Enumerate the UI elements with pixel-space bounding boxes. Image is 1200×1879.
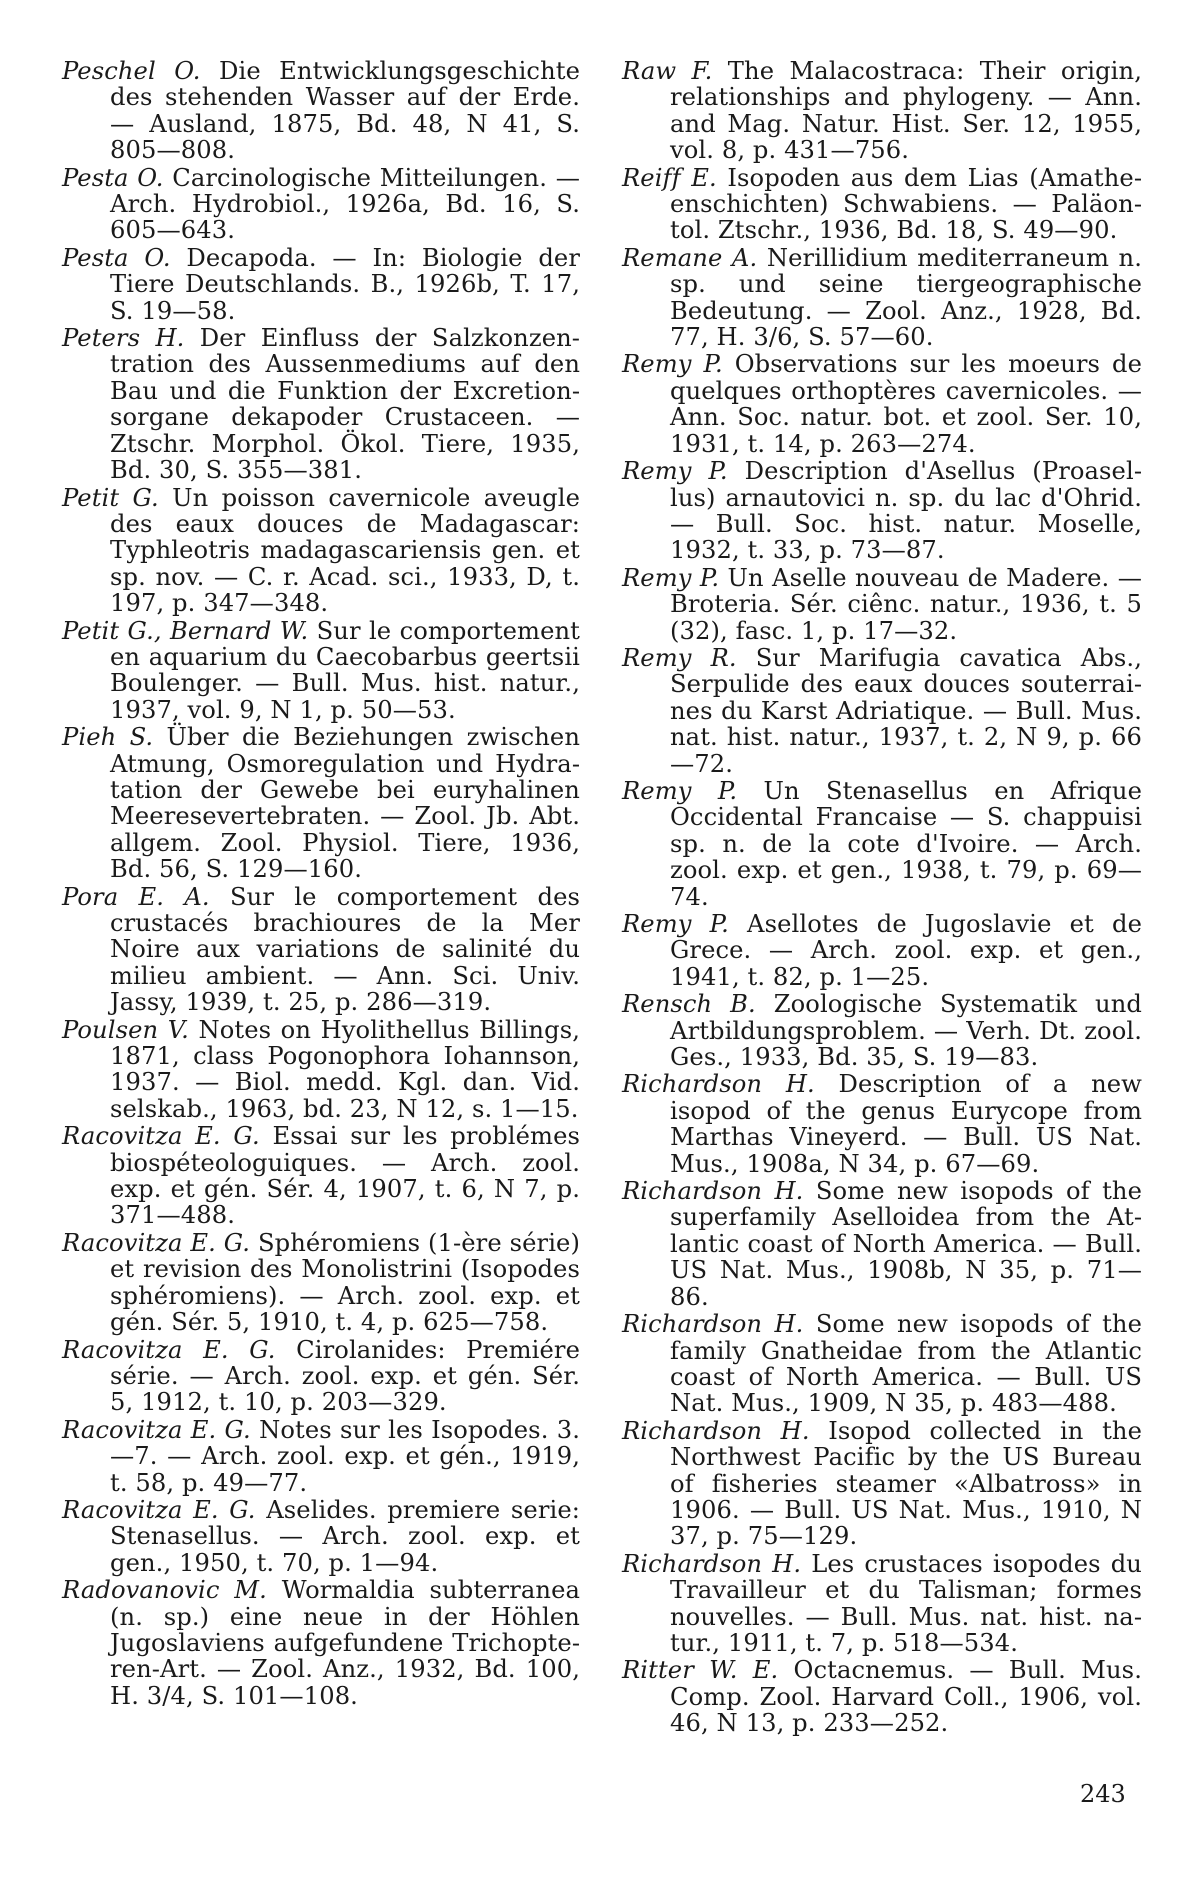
reference-entry xyxy=(622,645,1142,777)
reference-entry xyxy=(62,1417,580,1496)
reference-author: Poulsen V. xyxy=(62,1016,189,1044)
reference-text: Carcinologische Mitteilungen. — Arch. Hydrobiol., 1926a, Bd. 16, S. 605—643. xyxy=(110,164,580,245)
reference-author: Remy P. xyxy=(622,457,728,485)
reference-text: Sur le comportement en aquarium du Caecobarbus geertsii Boulenger. — Bull. Mus. hist. natur., 1937, vol. 9, N 1, p. 50—53. xyxy=(110,617,580,724)
reference-entry xyxy=(622,351,1142,457)
reference-author: Remy P. xyxy=(622,777,737,805)
reference-text: Un poisson cavernicole aveugle des eaux douces de Madagascar: Typhleotris madagascariensis gen. et sp. nov. — C. r. Acad. sci., 1933, D, t. 197, p. 347—348. xyxy=(110,484,580,618)
reference-author: Rensch B. xyxy=(622,990,756,1018)
reference-author: Remy P. xyxy=(622,564,719,592)
reference-text: Some new isopods of the family Gnatheidae from the Atlantic coast of North America. — Bull. US Nat. Mus., 1909, N 35, p. 483—488. xyxy=(670,1310,1142,1417)
reference-author: Racovitza E. G. xyxy=(62,1122,260,1150)
reference-text: Essai sur les problémes biospéteologuiques. — Arch. zool. exp. et gén. Sér. 4, 1907, t. 6, N 7, p. 371—488. xyxy=(110,1122,580,1229)
page-number: 243 xyxy=(1080,1780,1126,1808)
reference-text: Sphéromiens (1-ère série) et revision des Monolistrini (Isopodes sphéromiens). — Arch. zool. exp. et gén. Sér. 5, 1910, t. 4, p. 625—758. xyxy=(110,1229,580,1336)
right-column xyxy=(622,58,1142,1738)
reference-text: Notes on Hyolithellus Billings, 1871, class Pogonophora Iohannson, 1937. — Biol. medd. Kgl. dan. Vid. selskab., 1963, bd. 23, N 12, s. 1—15. xyxy=(110,1016,580,1123)
reference-entry xyxy=(62,1577,580,1709)
reference-entry xyxy=(622,991,1142,1070)
reference-text: Un Stenasellus en Afrique Occidental Francaise — S. chappuisi sp. n. de la cote d'Ivoire. — Arch. zool. exp. et gen., 1938, t. 79, p. 69—74. xyxy=(670,777,1142,911)
reference-entry xyxy=(622,165,1142,244)
reference-author: Pesta O. xyxy=(62,244,171,272)
reference-text: Observations sur les moeurs de quelques orthoptères cavernicoles. — Ann. Soc. natur. bot. et zool. Ser. 10, 1931, t. 14, p. 263—274. xyxy=(670,350,1142,457)
reference-text: Les crustaces isopodes du Travailleur et du Talisman; formes nouvelles. — Bull. Mus. nat. hist. na­tur., 1911, t. 7, p. 518—534. xyxy=(670,1550,1142,1657)
reference-text: Sur le comportement des crustacés brachioures de la Mer Noire aux variations de salinité du milieu ambient. — Ann. Sci. Univ. Jassy, 1939, t. 25, p. 286—319. xyxy=(110,883,580,1017)
reference-text: Cirolanides: Premiére série. — Arch. zool. exp. et gén. Sér. 5, 1912, t. 10, p. 203—329. xyxy=(110,1336,580,1417)
reference-author: Raw F. xyxy=(622,57,712,85)
reference-text: Asellotes de Jugoslavie et de Grece. — Arch. zool. exp. et gen., 1941, t. 82, p. 1—25. xyxy=(670,910,1142,991)
reference-entry xyxy=(622,245,1142,351)
reference-entry xyxy=(62,1123,580,1229)
reference-entry xyxy=(622,1311,1142,1417)
reference-text: Decapoda. — In: Biologie der Tiere Deutschlands. B., 1926b, T. 17, S. 19—58. xyxy=(110,244,580,325)
reference-author: Remy R. xyxy=(622,644,737,672)
reference-entry xyxy=(622,1178,1142,1310)
reference-entry xyxy=(62,58,580,164)
reference-author: Racovitza E. G. xyxy=(62,1416,251,1444)
reference-text: The Malacostraca: Their origin, relationships and phylogeny. — Ann. and Mag. Natur. Hist. Ser. 12, 1955, vol. 8, p. 431—756. xyxy=(670,57,1142,164)
reference-entry xyxy=(62,245,580,324)
reference-text: Notes sur les Isopodes. 3.—7. — Arch. zool. exp. et gén., 1919, t. 58, p. 49—77. xyxy=(110,1416,580,1497)
reference-entry xyxy=(622,58,1142,164)
reference-author: Richardson H. xyxy=(622,1070,815,1098)
reference-author: Remy P. xyxy=(622,910,729,938)
reference-author: Richardson H. xyxy=(622,1417,810,1445)
reference-text: Octacnemus. — Bull. Mus. Comp. Zool. Harvard Coll., 1906, vol. 46, N 13, p. 233—252. xyxy=(670,1656,1142,1737)
reference-text: Isopod collected in the Northwest Pacific by the US Bureau of fisheries steamer «Albatross» in 1906. — Bull. US Nat. Mus., 1910, N 37, p. 75—129. xyxy=(670,1417,1142,1551)
reference-entry xyxy=(622,1071,1142,1177)
reference-text: Nerillidium mediterraneum n. sp. und seine tiergeographische Bedeutung. — Zool. Anz., 1928, Bd. 77, H. 3/6, S. 57—60. xyxy=(670,244,1142,351)
reference-text: Die Entwicklungsgeschichte des stehenden Wasser auf der Erde. — Ausland, 1875, Bd. 48, N 41, S. 805—808. xyxy=(110,57,580,164)
reference-entry xyxy=(62,724,580,882)
reference-text: Isopoden aus dem Lias (Amathe­enschichten) Schwabiens. — Paläon­tol. Ztschr., 1936, Bd. 18, S. 49—90. xyxy=(670,164,1142,245)
reference-author: Pora E. A. xyxy=(62,883,210,911)
reference-author: Remane A. xyxy=(622,244,757,272)
reference-entry xyxy=(622,458,1142,564)
reference-author: Richardson H. xyxy=(622,1310,803,1338)
reference-author: Racovitza E. G. xyxy=(62,1229,250,1257)
reference-entry xyxy=(622,565,1142,644)
reference-entry xyxy=(622,1551,1142,1657)
reference-text: Aselides. premiere serie: Stenasellus. — Arch. zool. exp. et gen., 1950, t. 70, p. 1—94. xyxy=(110,1496,580,1577)
reference-entry xyxy=(622,911,1142,990)
reference-author: Racovitza E. G. xyxy=(62,1336,276,1364)
left-column xyxy=(62,58,580,1710)
reference-entry xyxy=(622,1657,1142,1736)
reference-author: Petit G., Bernard W. xyxy=(62,617,308,645)
reference-entry xyxy=(62,325,580,483)
reference-entry xyxy=(62,1497,580,1576)
reference-text: Un Aselle nouveau de Madere. — Broteria. Sér. ciênc. natur., 1936, t. 5 (32), fasc. 1, p. 17—32. xyxy=(670,564,1142,645)
reference-entry xyxy=(62,1230,580,1336)
reference-author: Richardson H. xyxy=(622,1550,801,1578)
reference-entry xyxy=(62,1017,580,1123)
reference-author: Pesta O. xyxy=(62,164,164,192)
reference-text: Zoologische Systematik und Artbildungsproblem. — Verh. Dt. zool. Ges., 1933, Bd. 35, S. 19—83. xyxy=(670,990,1142,1071)
reference-author: Remy P. xyxy=(622,350,723,378)
reference-author: Peschel O. xyxy=(62,57,201,85)
reference-author: Peters H. xyxy=(62,324,184,352)
bibliography-page xyxy=(0,0,1200,1879)
reference-entry xyxy=(62,884,580,1016)
reference-entry xyxy=(622,778,1142,910)
reference-entry xyxy=(62,618,580,724)
reference-entry xyxy=(62,1337,580,1416)
reference-text: Der Einfluss der Salzkonzen­tration des Aussenmediums auf den Bau und die Funktion der Excretion­sorgane dekapoder Crustaceen. — Ztschr. Morphol. Ökol. Tiere, 1935, Bd. 30, S. 355—381. xyxy=(110,324,580,484)
reference-author: Reiff E. xyxy=(622,164,717,192)
reference-text: Wormaldia subterranea (n. sp.) eine neue in der Höhlen Jugoslaviens aufgefundene Trichopte­ren-Art. — Zool. Anz., 1932, Bd. 100, H. 3/4, S. 101—108. xyxy=(110,1576,580,1710)
reference-author: Pieh S. xyxy=(62,723,153,751)
reference-author: Ritter W. E. xyxy=(622,1656,778,1684)
reference-text: Description d'Asellus (Proasel­lus) arnautovici n. sp. du lac d'Ohrid. — Bull. Soc. hist. natur. Moselle, 1932, t. 33, p. 73—87. xyxy=(670,457,1142,564)
reference-entry xyxy=(62,485,580,617)
reference-entry xyxy=(62,165,580,244)
reference-text: Some new isopods of the superfamily Aselloidea from the At­lantic coast of North America. — Bull. US Nat. Mus., 1908b, N 35, p. 71—86. xyxy=(670,1177,1142,1311)
reference-author: Richardson H. xyxy=(622,1177,803,1205)
reference-text: Description of a new isopod of the genus Eurycope from Marthas Vineyerd. — Bull. US Nat. Mus., 1908a, N 34, p. 67—69. xyxy=(670,1070,1142,1177)
reference-author: Racovitza E. G. xyxy=(62,1496,256,1524)
reference-text: Sur Marifugia cavatica Abs., Serpulide des eaux douces souterrai­nes du Karst Adriatique. — Bull. Mus. nat. hist. natur., 1937, t. 2, N 9, p. 66—72. xyxy=(670,644,1142,778)
reference-author: Petit G. xyxy=(62,484,159,512)
reference-author: Radovanovic M. xyxy=(62,1576,267,1604)
reference-text: Über die Beziehungen zwischen Atmung, Osmoregulation und Hydra­tation der Gewebe bei euryhalinen Meeresevertebraten. — Zool. Jb. Abt. allgem. Zool. Physiol. Tiere, 1936, Bd. 56, S. 129—160. xyxy=(110,723,580,883)
reference-entry xyxy=(622,1418,1142,1550)
